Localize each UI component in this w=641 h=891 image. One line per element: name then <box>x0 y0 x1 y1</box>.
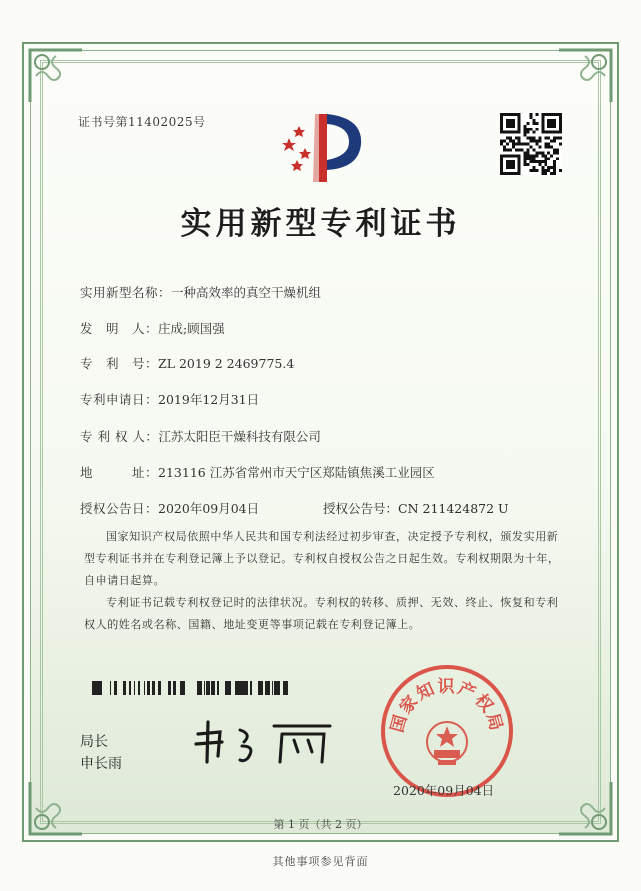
director-title: 局长 <box>80 734 108 750</box>
cnipa-emblem-icon <box>275 108 367 184</box>
field-utility-model-name <box>80 283 321 301</box>
qr-code <box>500 113 562 175</box>
barcode <box>92 680 288 694</box>
field-address <box>80 463 435 481</box>
field-value: 江苏太阳臣干燥科技有限公司 <box>158 429 321 444</box>
field-label: 授权公告号： <box>323 501 399 516</box>
seal-date: 2020年09月04日 <box>393 783 495 798</box>
document-title: 实用新型专利证书 <box>180 206 461 242</box>
field-value: CN 211424872 U <box>398 501 509 516</box>
field-label: 实用新型名称： <box>80 285 172 300</box>
director-name: 申长雨 <box>80 756 122 772</box>
field-grant-publication-number <box>323 499 509 517</box>
field-grant-date <box>80 499 259 517</box>
field-filing-date <box>80 390 259 408</box>
field-patent-number <box>80 354 294 372</box>
certificate-number: 证书号第11402025号 <box>78 115 206 129</box>
field-value: 2019年12月31日 <box>158 392 260 407</box>
field-label: 发 明 人： <box>80 321 159 336</box>
field-label: 专 利 号： <box>80 356 159 371</box>
field-value: 2020年09月04日 <box>158 501 260 516</box>
field-label: 地 址： <box>80 465 159 480</box>
field-inventor <box>80 319 225 337</box>
page-number: 第 1 页（共 2 页） <box>273 818 368 831</box>
field-value: 一种高效率的真空干燥机组 <box>171 285 322 300</box>
field-label: 专利申请日： <box>80 392 159 407</box>
official-seal-stamp <box>378 662 516 800</box>
statement-paragraph-1: 国家知识产权局依照中华人民共和国专利法经过初步审查，决定授予专利权，颁发实用新型专利证书并在专利登记簿上予以登记。专利权自授权公告之日起生效。专利权期限为十年，自申请日起算。 <box>84 530 560 587</box>
corner-ornament-top-right <box>555 46 615 106</box>
statement-paragraph-2: 专利证书记载专利权登记时的法律状况。专利权的转移、质押、无效、终止、恢复和专利权人的姓名或名称、国籍、地址变更等事项记载在专利登记簿上。 <box>84 596 559 631</box>
field-patentee <box>80 427 321 445</box>
director-signature <box>190 716 340 766</box>
field-value: ZL 2019 2 2469775.4 <box>158 356 295 371</box>
footer-note: 其他事项参见背面 <box>272 855 369 868</box>
corner-ornament-top-left <box>26 46 86 106</box>
seal-text: 国家知识产权局 <box>387 677 507 735</box>
field-label: 专 利 权 人： <box>80 429 159 444</box>
field-value: 213116 江苏省常州市天宁区郑陆镇焦溪工业园区 <box>158 465 435 480</box>
field-value: 庄成;顾国强 <box>158 321 225 336</box>
field-label: 授权公告日： <box>80 501 159 516</box>
